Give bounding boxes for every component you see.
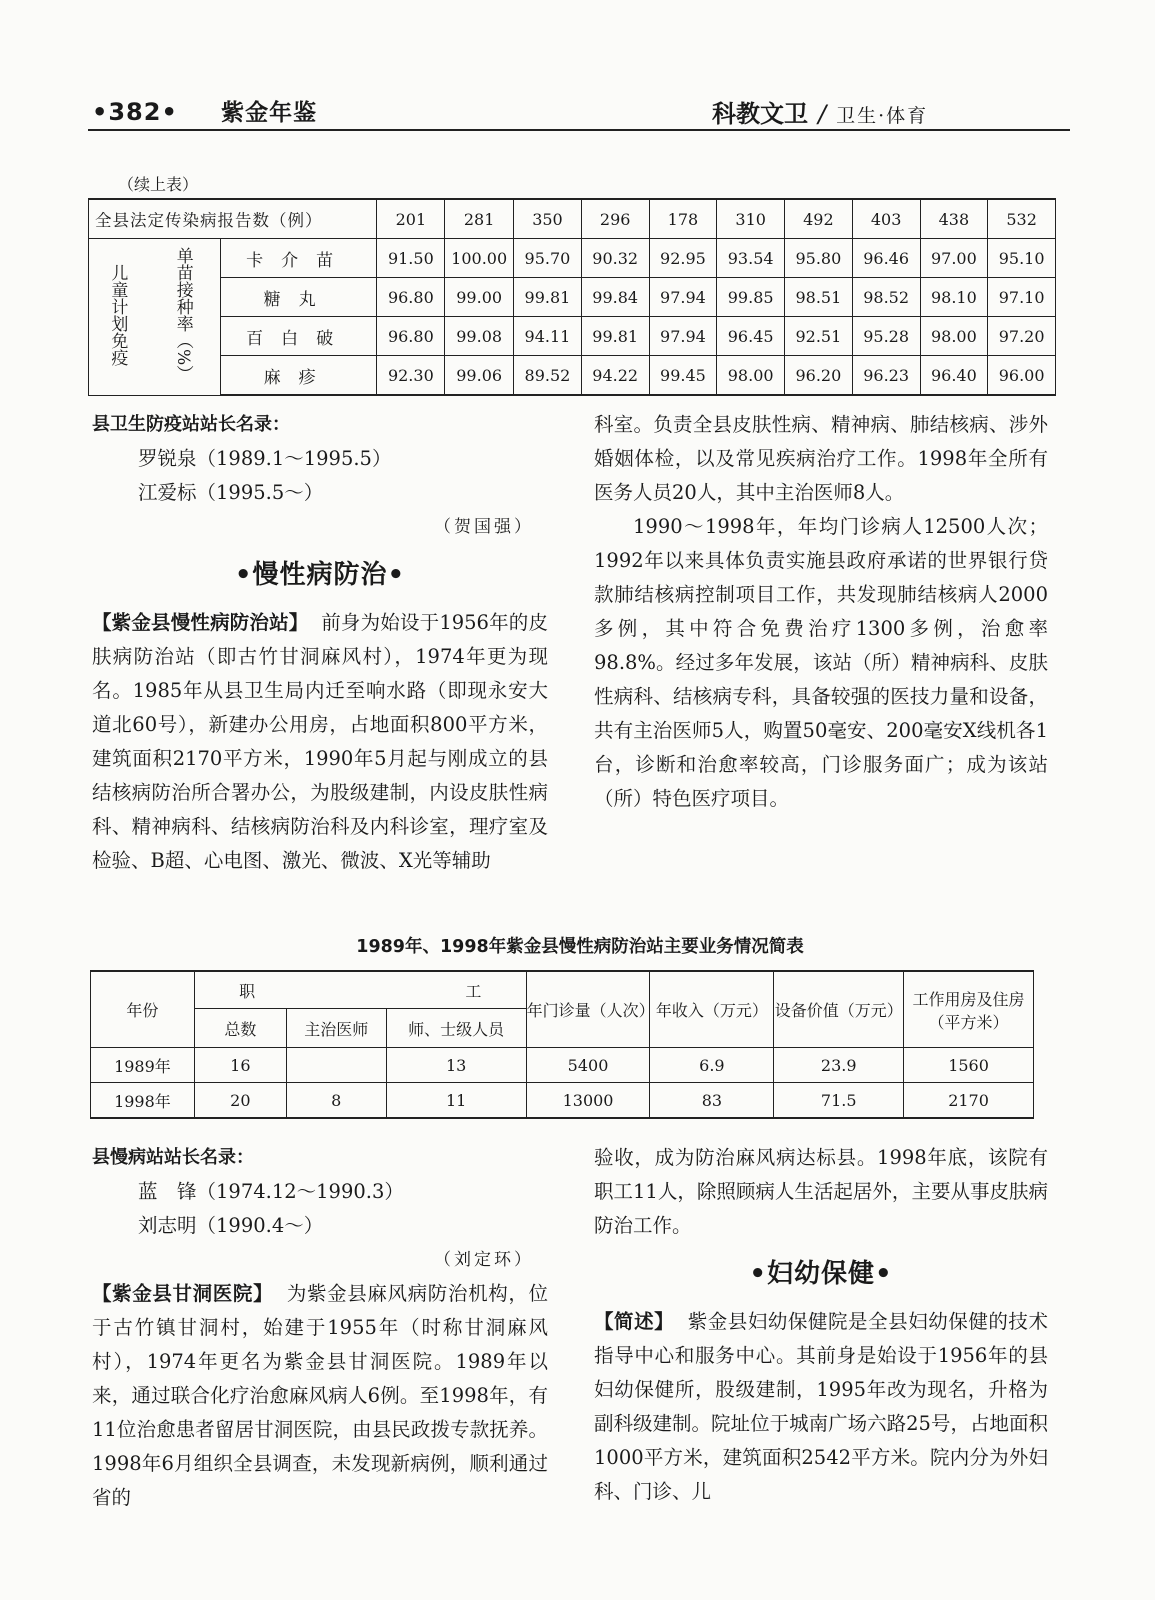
page-number: •382• (92, 98, 178, 126)
header-rule (88, 129, 1070, 131)
chronic-station-entry (92, 606, 548, 878)
vaccine-name: 麻疹 (220, 356, 377, 396)
table-cell: 99.45 (649, 356, 717, 396)
section-heading-maternal: •妇幼保健• (749, 1259, 893, 1289)
table-row (89, 239, 1056, 278)
group-inner-label (145, 239, 220, 396)
header-text: 职 (239, 981, 256, 1001)
name-entry: 罗锐泉（1989.1～1995.5） (138, 447, 392, 470)
paragraph: 验收，成为防治麻风病达标县。1998年底，该院有职工11人，除照顾病人生活起居外，主要从事皮肤病防治工作。 (594, 1146, 1048, 1237)
right-column-lower (594, 1141, 1048, 1509)
table-cell: 97.00 (920, 239, 988, 278)
table-cell: 1560 (904, 1048, 1034, 1083)
table-cell: 92.30 (377, 356, 445, 396)
section-title: 科教文卫 (712, 100, 808, 128)
table-row (89, 199, 1056, 239)
column-header: 年收入（万元） (650, 971, 774, 1048)
table-cell: 98.00 (920, 317, 988, 356)
name-entry: 江爱标（1995.5～） (138, 481, 324, 504)
column-header: 年份 (91, 971, 195, 1048)
left-column-upper (92, 408, 548, 878)
table-cell: 350 (514, 199, 582, 239)
table-cell: 95.80 (785, 239, 853, 278)
column-header: 主治医师 (286, 1009, 386, 1048)
table-cell: 97.94 (649, 317, 717, 356)
table-cell: 95.70 (514, 239, 582, 278)
table-cell: 92.51 (785, 317, 853, 356)
table-cell: 95.10 (988, 239, 1056, 278)
entry-title: 【简述】 (594, 1310, 675, 1333)
table-row (91, 1048, 1034, 1083)
table-cell: 94.11 (514, 317, 582, 356)
page-header-left (92, 94, 317, 127)
vaccine-name: 卡介苗 (220, 239, 377, 278)
column-header: 年门诊量（人次） (526, 971, 650, 1048)
table-cell: 95.28 (852, 317, 920, 356)
table-cell: 99.06 (445, 356, 514, 396)
table-cell: 89.52 (514, 356, 582, 396)
table-cell: 91.50 (377, 239, 445, 278)
table-cell: 92.95 (649, 239, 717, 278)
group-outer-label (89, 239, 146, 396)
table-cell: 99.08 (445, 317, 514, 356)
right-column-upper (594, 408, 1048, 816)
table-cell: 99.85 (717, 278, 785, 317)
epidemic-station-heads-heading: 县卫生防疫站站长名录： (92, 414, 290, 435)
table-cell: 97.94 (649, 278, 717, 317)
table-caption: 1989年、1998年紫金县慢性病防治站主要业务情况简表 (356, 937, 804, 957)
table-header-row (91, 971, 1034, 1009)
chronic-station-table (90, 970, 1034, 1119)
author-credit: （贺国强） (434, 517, 534, 537)
table-row (91, 1083, 1034, 1119)
entry-title: 【紫金县慢性病防治站】 (92, 611, 309, 634)
chronic-station-heads-heading: 县慢病站站长名录： (92, 1147, 254, 1168)
table-cell: 96.80 (377, 317, 445, 356)
table-cell: 97.10 (988, 278, 1056, 317)
table-cell: 23.9 (774, 1048, 904, 1083)
column-header-staff (194, 971, 526, 1009)
table-cell: 178 (649, 199, 717, 239)
header-text: 工 (465, 981, 482, 1001)
book-title: 紫金年鉴 (221, 99, 318, 126)
table-cell: 99.81 (581, 317, 649, 356)
table-cell: 96.80 (377, 278, 445, 317)
table-cell (286, 1048, 386, 1083)
name-entry: 刘志明（1990.4～） (138, 1214, 324, 1237)
table-cell: 71.5 (774, 1083, 904, 1119)
table-cell: 310 (717, 199, 785, 239)
table-cell: 96.00 (988, 356, 1056, 396)
table-cell: 98.00 (717, 356, 785, 396)
table-cell: 96.40 (920, 356, 988, 396)
immunization-table (88, 198, 1056, 396)
entry-text: 前身为始设于1956年的皮肤病防治站（即古竹甘洞麻风村），1974年更为现名。1985年从县卫生局内迁至响水路（即现永安大道北60号），新建办公用房，占地面积800平方米，建筑面积2170平方米，1990年5月起与刚成立的县结核病防治所合署办公，为股级建制，内设皮肤性病科、精神病科、结核病防治科及内科诊室，理疗室及检验、B超、心电图、激光、微波、X光等辅助 (92, 611, 548, 872)
vaccine-name: 百白破 (220, 317, 377, 356)
author-credit: （刘定环） (434, 1250, 534, 1270)
subsection-title: 卫生·体育 (836, 105, 929, 127)
table-cell: 281 (445, 199, 514, 239)
page-header-right (712, 94, 928, 129)
table-cell: 100.00 (445, 239, 514, 278)
table-cell: 98.51 (785, 278, 853, 317)
section-heading-chronic: •慢性病防治• (234, 560, 406, 590)
table-cell: 532 (988, 199, 1056, 239)
column-header: 师、士级人员 (386, 1009, 526, 1048)
table-cell: 403 (852, 199, 920, 239)
paragraph: 1990～1998年，年均门诊病人12500人次；1992年以来具体负责实施县政府承诺的世界银行贷款肺结核病控制项目工作，共发现肺结核病人2000多例，其中符合免费治疗1300多例，治愈率98.8%。经过多年发展，该站（所）精神病科、皮肤性病科、结核病专科，具备较强的医技力量和设备，共有主治医师5人，购置50毫安、200毫安X线机各1台，诊断和治愈率较高，门诊服务面广；成为该站（所）特色医疗项目。 (594, 515, 1048, 810)
table-row (89, 278, 1056, 317)
group-outer-text: 儿童计划免疫 (107, 263, 128, 366)
header-slash: / (818, 100, 827, 128)
entry-text: 紫金县妇幼保健院是全县妇幼保健的技术指导中心和服务中心。其前身是始设于1956年的县妇幼保健所，股级建制，1995年改为现名，升格为副科级建制。院址位于城南广场六路25号，占地面积1000平方米，建筑面积2542平方米。院内分为外妇科、门诊、儿 (594, 1310, 1048, 1503)
table-cell: 99.00 (445, 278, 514, 317)
table-cell: 201 (377, 199, 445, 239)
column-header: 设备价值（万元） (774, 971, 904, 1048)
table-cell: 1998年 (91, 1083, 195, 1119)
vaccine-name: 糖丸 (220, 278, 377, 317)
table-cell: 20 (194, 1083, 286, 1119)
table-cell: 2170 (904, 1083, 1034, 1119)
table-cell: 16 (194, 1048, 286, 1083)
table-cell: 99.84 (581, 278, 649, 317)
table-cell: 97.20 (988, 317, 1056, 356)
table-cell: 296 (581, 199, 649, 239)
table-cell: 98.52 (852, 278, 920, 317)
table-cell: 99.81 (514, 278, 582, 317)
table-cell: 5400 (526, 1048, 650, 1083)
table-cell: 11 (386, 1083, 526, 1119)
table-cell: 438 (920, 199, 988, 239)
column-header: 总数 (194, 1009, 286, 1048)
group-inner-text: 单苗接种率（%） (172, 247, 193, 383)
table-cell: 98.10 (920, 278, 988, 317)
column-header: 工作用房及住房（平方米） (904, 971, 1034, 1048)
gandong-hospital-entry (92, 1277, 548, 1515)
name-entry: 蓝 锋（1974.12～1990.3） (138, 1180, 404, 1203)
table-cell: 96.23 (852, 356, 920, 396)
maternal-overview-entry (594, 1305, 1048, 1509)
left-column-lower (92, 1141, 548, 1515)
paragraph: 科室。负责全县皮肤性病、精神病、肺结核病、涉外婚姻体检，以及常见疾病治疗工作。1998年全所有医务人员20人，其中主治医师8人。 (594, 413, 1048, 504)
entry-text: 为紫金县麻风病防治机构，位于古竹镇甘洞村，始建于1955年（时称甘洞麻风村），1974年更名为紫金县甘洞医院。1989年以来，通过联合化疗治愈麻风病人6例。至1998年，有11位治愈患者留居甘洞医院，由县民政拨专款抚养。1998年6月组织全县调查，未发现新病例，顺利通过省的 (92, 1282, 548, 1509)
table-cell: 8 (286, 1083, 386, 1119)
report-row-label: 全县法定传染病报告数（例） (89, 199, 377, 239)
table-cell: 6.9 (650, 1048, 774, 1083)
table-row (89, 356, 1056, 396)
entry-title: 【紫金县甘洞医院】 (92, 1282, 274, 1305)
table-cell: 83 (650, 1083, 774, 1119)
table-cell: 1989年 (91, 1048, 195, 1083)
table-row (89, 317, 1056, 356)
table-cell: 492 (785, 199, 853, 239)
table-cell: 96.46 (852, 239, 920, 278)
table-continued-label: （续上表） (118, 175, 199, 194)
table-cell: 96.45 (717, 317, 785, 356)
table-cell: 93.54 (717, 239, 785, 278)
table-cell: 13 (386, 1048, 526, 1083)
table-cell: 94.22 (581, 356, 649, 396)
table-cell: 90.32 (581, 239, 649, 278)
table-cell: 96.20 (785, 356, 853, 396)
table-cell: 13000 (526, 1083, 650, 1119)
